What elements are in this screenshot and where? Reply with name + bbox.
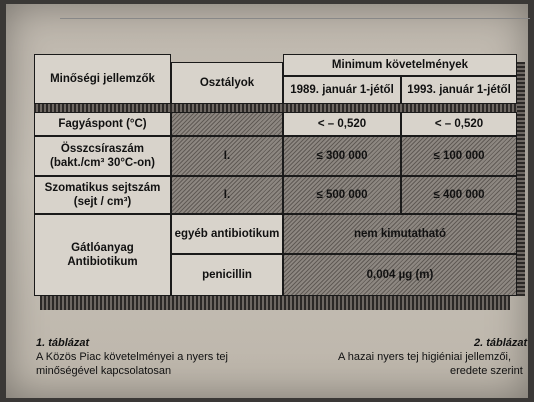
caption-2-number: 2. táblázat (474, 337, 528, 349)
row-label-germ-count: Összcsíraszám (bakt./cm³ 30°C-on) (34, 136, 171, 176)
header-quality: Minőségi jellemzők (34, 54, 171, 104)
row-class-somatic-cells: I. (171, 176, 283, 214)
header-classes: Osztályok (171, 62, 283, 104)
row-label-antibiotic: Gátlóanyag Antibiotikum (34, 214, 171, 296)
table-shadow (40, 296, 510, 310)
row-value-1993-germ-count: ≤ 100 000 (401, 136, 517, 176)
caption-2-line-1: A hazai nyers tej higiéniai jellemzői, (338, 351, 512, 363)
table-side-shadow (517, 62, 525, 296)
caption-table-1 (36, 336, 276, 378)
row-value-1989-somatic-cells: ≤ 500 000 (283, 176, 401, 214)
row-value-1993-somatic-cells: ≤ 400 000 (401, 176, 517, 214)
row-label-freezing-point: Fagyáspont (°C) (34, 112, 171, 136)
header-shadow (34, 104, 517, 112)
header-date-1993: 1993. január 1-jétől (401, 76, 517, 104)
row-class-germ-count: I. (171, 136, 283, 176)
caption-1-number: 1. táblázat (36, 337, 90, 349)
row-value-1989-freezing-point: < – 0,520 (283, 112, 401, 136)
caption-1-line-2: minőségével kapcsolatosan (36, 365, 172, 377)
row-label-somatic-cells: Szomatikus sejtszám (sejt / cm³) (34, 176, 171, 214)
caption-2-line-2: eredete szerint (450, 365, 523, 377)
row-class-penicillin: penicillin (171, 254, 283, 296)
row-class-other-antibiotic: egyéb antibiotikum (171, 214, 283, 254)
caption-1-line-1: A Közös Piac követelményei a nyers tej (36, 351, 228, 363)
header-date-1989: 1989. január 1-jétől (283, 76, 401, 104)
header-requirements: Minimum követelmények (283, 54, 517, 76)
row-value-penicillin: 0,004 µg (m) (283, 254, 517, 296)
row-class-freezing-point (171, 112, 283, 136)
row-value-1989-germ-count: ≤ 300 000 (283, 136, 401, 176)
row-value-other-antibiotic: nem kimutatható (283, 214, 517, 254)
caption-table-2 (338, 336, 528, 378)
row-value-1993-freezing-point: < – 0,520 (401, 112, 517, 136)
